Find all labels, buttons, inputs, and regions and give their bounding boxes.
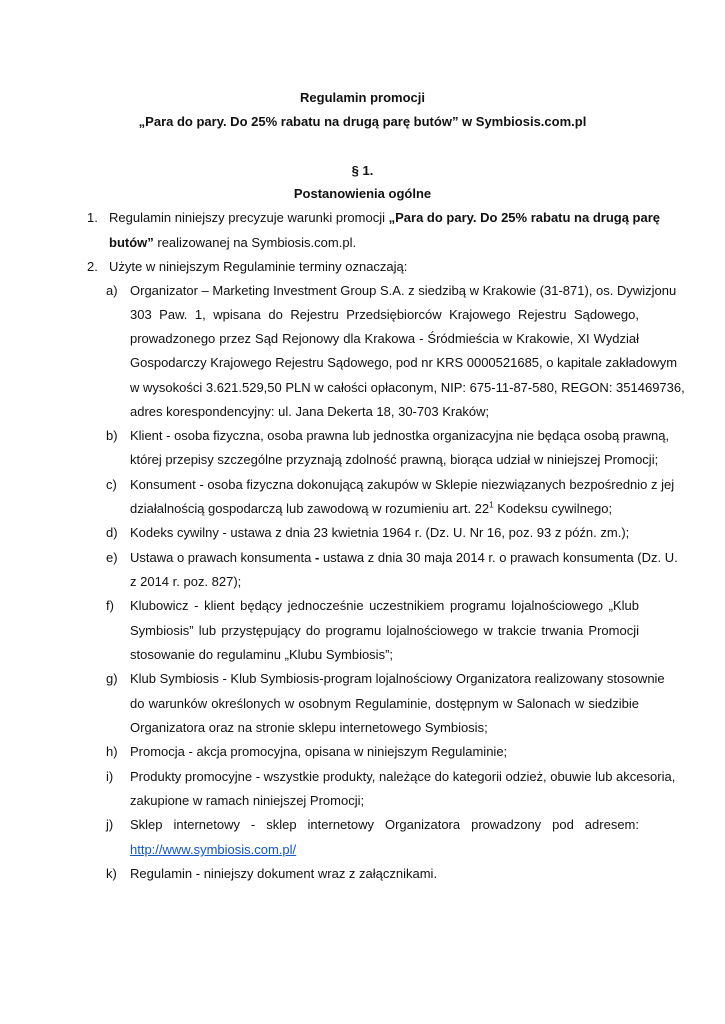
definition-e-letter: e) <box>106 550 118 565</box>
definition-k-text: Regulamin - niniejszy dokument wraz z załącznikami. <box>130 866 438 881</box>
article-superscript: 1 <box>489 500 494 510</box>
definition-i-line-1: Produkty promocyjne - wszystkie produkty, należące do kategorii odzież, obuwie lub akcesoria, <box>130 769 676 784</box>
definition-b-line-2: której przepisy szczególne przyznają zdolność prawną, biorąca udział w niniejszej Promocji; <box>130 452 659 467</box>
definition-c-text-b: Kodeksu cywilnego; <box>493 501 613 516</box>
symbiosis-website-link[interactable]: http://www.symbiosis.com.pl/ <box>130 842 297 857</box>
definition-a-letter: a) <box>106 283 118 298</box>
definition-a-line-2: 303 Paw. 1, wpisana do Rejestru Przedsiębiorców Krajowego Rejestru Sądowego, <box>130 307 639 322</box>
point-1-promo-name-end: butów” <box>109 235 154 250</box>
definition-c-line-1: Konsument - osoba fizyczna dokonującą zakupów w Sklepie niezwiązanych bezpośrednio z jej <box>130 477 675 492</box>
definition-d-text: Kodeks cywilny - ustawa z dnia 23 kwietnia 1964 r. (Dz. U. Nr 16, poz. 93 z późn. zm.); <box>130 525 630 540</box>
point-1-line-1 <box>109 210 660 225</box>
point-1-text-b: realizowanej na Symbiosis.com.pl. <box>153 235 357 250</box>
point-1-promo-name: „Para do pary. Do 25% rabatu na drugą parę <box>388 210 661 225</box>
definition-j-line-2 <box>130 842 296 857</box>
definition-e-line-1 <box>130 550 678 565</box>
definition-h-letter: h) <box>106 744 118 759</box>
definition-e-text-b: ustawa z dnia 30 maja 2014 r. o prawach konsumenta (Dz. U. <box>319 550 678 565</box>
definition-g-line-2: do warunków określonych w osobnym Regulaminie, dostępnym w Salonach w siedzibie <box>130 696 639 711</box>
definition-c-line-2 <box>130 501 612 516</box>
definition-c-text-a: działalnością gospodarczą lub zawodową w rozumieniu art. 22 <box>130 501 490 516</box>
document-subtitle: „Para do pary. Do 25% rabatu na drugą parę butów” w Symbiosis.com.pl <box>138 114 587 129</box>
definition-e-text-a: Ustawa o prawach konsumenta <box>130 550 315 565</box>
definition-j-letter: j) <box>106 817 114 832</box>
point-2-number: 2. <box>87 259 98 274</box>
definition-a-line-6: adres korespondencyjny: ul. Jana Dekerta 18, 30-703 Kraków; <box>130 404 490 419</box>
definition-a-line-5: w wysokości 3.621.529,50 PLN w całości opłaconym, NIP: 675-11-87-580, REGON: 351469736, <box>130 380 685 395</box>
section-number: § 1. <box>351 163 374 178</box>
definition-e-dash: - <box>314 550 320 565</box>
definition-g-letter: g) <box>106 671 118 686</box>
point-2-text: Użyte w niniejszym Regulaminie terminy oznaczają: <box>109 259 408 274</box>
definition-e-line-2: z 2014 r. poz. 827); <box>130 574 242 589</box>
definition-g-line-3: Organizatora oraz na stronie sklepu internetowego Symbiosis; <box>130 720 488 735</box>
definition-c-letter: c) <box>106 477 117 492</box>
definition-h-text: Promocja - akcja promocyjna, opisana w niniejszym Regulaminie; <box>130 744 508 759</box>
definition-b-letter: b) <box>106 428 118 443</box>
definition-i-letter: i) <box>106 769 114 784</box>
definition-f-letter: f) <box>106 598 114 613</box>
definition-a-line-3: prowadzonego przez Sąd Rejonowy dla Krakowa - Śródmieścia w Krakowie, XI Wydział <box>130 331 639 346</box>
section-heading: Postanowienia ogólne <box>293 186 432 201</box>
definition-b-line-1: Klient - osoba fizyczna, osoba prawna lub jednostka organizacyjna nie będąca osobą prawną, <box>130 428 670 443</box>
point-1-text-a: Regulamin niniejszy precyzuje warunki promocji <box>109 210 389 225</box>
point-1-line-2 <box>109 235 356 250</box>
definition-a-line-1: Organizator – Marketing Investment Group S.A. z siedzibą w Krakowie (31-871), os. Dywizjonu <box>130 283 677 298</box>
definition-f-line-3: stosowanie do regulaminu „Klubu Symbiosis”; <box>130 647 394 662</box>
definition-g-line-1: Klub Symbiosis - Klub Symbiosis-program lojalnościowy Organizatora realizowany stosownie <box>130 671 665 686</box>
definition-a-line-4: Gospodarczy Krajowego Rejestru Sądowego, pod nr KRS 0000521685, o kapitale zakładowym <box>130 355 678 370</box>
definition-k-letter: k) <box>106 866 117 881</box>
definition-f-line-1: Klubowicz - klient będący jednocześnie uczestnikiem programu lojalnościowego „Klub <box>130 598 639 613</box>
definition-i-line-2: zakupione w ramach niniejszej Promocji; <box>130 793 365 808</box>
definition-f-line-2: Symbiosis” lub przystępujący do programu lojalnościowego w trakcie trwania Promocji <box>130 623 639 638</box>
document-title: Regulamin promocji <box>300 90 425 105</box>
definition-j-line-1: Sklep internetowy - sklep internetowy Organizatora prowadzony pod adresem: <box>130 817 639 832</box>
definition-d-letter: d) <box>106 525 118 540</box>
point-1-number: 1. <box>87 210 98 225</box>
